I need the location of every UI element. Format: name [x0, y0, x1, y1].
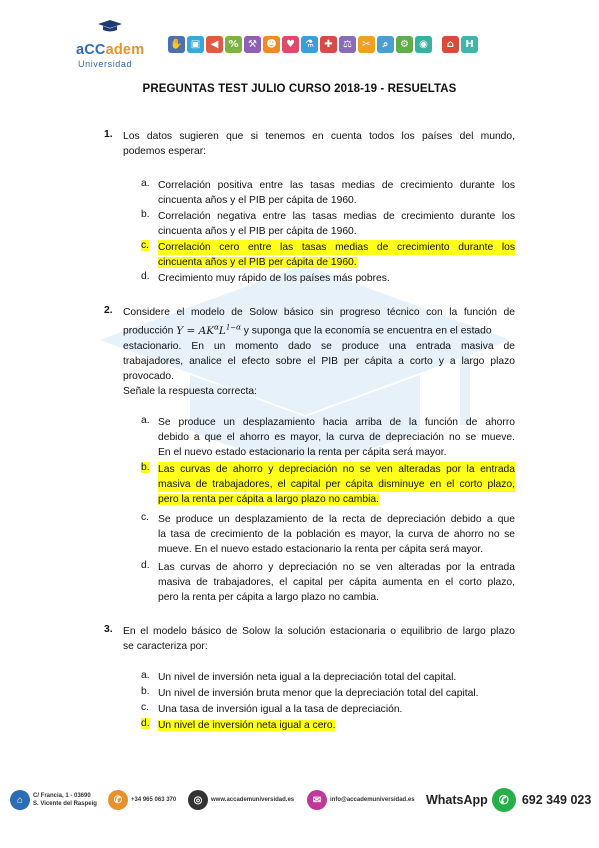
production-function-formula: $Y = AK^\alpha L^{1-\alpha}$: [176, 323, 241, 337]
phone-text: +34 965 063 370: [131, 797, 177, 803]
email-text: info@accademuniversidad.es: [330, 797, 415, 803]
option-line: cincuenta años y el PIB per cápita de 1960.: [158, 226, 357, 237]
hammer-icon[interactable]: ⚒: [244, 36, 261, 53]
scissors-icon[interactable]: ✂: [358, 36, 375, 53]
globe-icon: ◎: [188, 790, 208, 810]
category-icon-row: [168, 36, 478, 56]
question-2-line: estacionario. En un momento dado se produce una entrada masiva de: [123, 340, 515, 352]
option-2d-letter: d.: [141, 560, 150, 571]
bank-icon[interactable]: ⌂: [442, 36, 459, 53]
option-2c-text[interactable]: [158, 512, 515, 557]
option-1a-letter: a.: [141, 178, 150, 189]
question-3-text: [123, 624, 515, 654]
option-line: masiva de trabajadores, el capital per cápita disminuye en el corto plazo,: [158, 479, 515, 490]
address-line: C/ Francia, 1 - 03690: [33, 793, 91, 799]
option-line: masiva de trabajadores, el capital per cápita aumenta en el corto plazo,: [158, 577, 515, 588]
option-2a-text[interactable]: [158, 415, 515, 460]
option-line: Correlación negativa entre las tasas medias de crecimiento durante los: [158, 211, 515, 222]
question-1-line: podemos esperar:: [123, 146, 206, 157]
option-3d-letter: d.: [141, 718, 150, 729]
option-line: Las curvas de ahorro y depreciación no se ven alteradas por la entrada: [158, 464, 515, 475]
option-line: Un nivel de inversión neta igual a cero.: [158, 720, 336, 731]
question-3-number: 3.: [104, 624, 113, 635]
option-1b-text[interactable]: [158, 209, 515, 239]
question-2-line: Considere el modelo de Solow básico sin progreso técnico con la función de: [123, 307, 515, 318]
mail-icon: ✉: [307, 790, 327, 810]
option-line: Una tasa de inversión igual a la tasa de depreciación.: [158, 704, 403, 715]
option-3c-text[interactable]: [158, 702, 515, 717]
option-line: la tasa de crecimiento de la población es mayor, la curva de ahorro no se: [158, 529, 515, 540]
option-2b-letter: b.: [141, 462, 150, 473]
blackboard-icon[interactable]: ▣: [187, 36, 204, 53]
scales-icon[interactable]: ⚖: [339, 36, 356, 53]
web-text: www.accademuniversidad.es: [211, 797, 295, 803]
logo-name: aCCadem: [76, 42, 145, 58]
megaphone-icon[interactable]: ◀: [206, 36, 223, 53]
question-3-line: En el modelo básico de Solow la solución estacionaria o equilibrio de largo plazo: [123, 626, 515, 637]
option-line: pero la renta per cápita a largo plazo no cambia.: [158, 494, 379, 505]
option-line: cincuenta años y el PIB per cápita de 1960.: [158, 257, 357, 268]
whatsapp-number: 692 349 023: [521, 793, 592, 807]
question-2-number: 2.: [104, 305, 113, 316]
option-2b-text-correct[interactable]: [158, 462, 515, 507]
question-3-line: se caracteriza por:: [123, 641, 208, 652]
option-3d-text-correct[interactable]: [158, 718, 515, 733]
option-1a-text[interactable]: [158, 178, 515, 208]
document-title: PREGUNTAS TEST JULIO CURSO 2018-19 - RESUELTAS: [142, 83, 457, 95]
option-line: Las curvas de ahorro y depreciación no se ven alteradas por la entrada: [158, 562, 515, 573]
option-1d-text[interactable]: [158, 271, 515, 286]
question-1-text: [123, 129, 515, 159]
address-line: S. Vicente del Raspeig: [33, 801, 97, 807]
chemistry-icon[interactable]: ⚗: [301, 36, 318, 53]
option-1b-letter: b.: [141, 209, 150, 220]
option-line: Correlación cero entre las tasas medias de crecimiento durante los: [158, 242, 515, 253]
option-line: cincuenta años y el PIB per cápita de 1960.: [158, 195, 357, 206]
option-line: Se produce un desplazamiento hacia arriba de la función de ahorro: [158, 417, 515, 428]
footer-web[interactable]: [188, 790, 294, 810]
whatsapp-icon: ✆: [492, 788, 516, 812]
option-line: Crecimiento muy rápido de los países más pobres.: [158, 273, 390, 284]
question-1-number: 1.: [104, 129, 113, 140]
option-line: En el nuevo estado estacionario la renta per cápita será mayor.: [158, 447, 447, 458]
footer-whatsapp[interactable]: [426, 788, 591, 812]
option-line: Correlación positiva entre las tasas medias de crecimiento durante los: [158, 180, 515, 191]
option-line: Un nivel de inversión bruta menor que la depreciación total del capital.: [158, 688, 479, 699]
question-2-line-end: y suponga que la economía se encuentra en el estado: [243, 325, 492, 337]
option-line: pero la renta per cápita a largo plazo no cambia.: [158, 592, 379, 603]
icon-spacer: [434, 36, 440, 56]
logo-subtitle: Universidad: [78, 59, 133, 69]
option-line: debido a que el ahorro es mayor, la curva de depreciación no se mueve.: [158, 432, 515, 443]
option-line: Un nivel de inversión neta igual a la depreciación total del capital.: [158, 672, 457, 683]
option-2a-letter: a.: [141, 415, 150, 426]
option-3c-letter: c.: [141, 702, 150, 713]
magnifier-icon[interactable]: ⌕: [377, 36, 394, 53]
accadem-logo[interactable]: [76, 20, 146, 70]
home-icon: ⌂: [10, 790, 30, 810]
footer-address: [10, 790, 97, 810]
option-line: Se produce un desplazamiento de la recta de depreciación debido a que: [158, 514, 515, 525]
footer-email[interactable]: [307, 790, 415, 810]
whatsapp-label: WhatsApp: [426, 793, 488, 807]
footer-phone[interactable]: [108, 790, 176, 810]
phone-icon: ✆: [108, 790, 128, 810]
address-text: [33, 792, 97, 808]
logo-cap-icon: [98, 20, 122, 32]
question-2-text: [123, 305, 515, 399]
hospital-icon[interactable]: H: [461, 36, 478, 53]
option-1c-letter: c.: [141, 240, 150, 251]
question-1-line: Los datos sugieren que si tenemos en cuenta todos los países del mundo,: [123, 131, 515, 142]
question-2-line-start: producción: [123, 325, 174, 337]
option-3a-text[interactable]: [158, 670, 515, 685]
option-3a-letter: a.: [141, 670, 150, 681]
question-2-line: trabajadores, analice el efecto sobre el PIB per cápita a corto y a largo plazo: [123, 355, 515, 367]
option-3b-letter: b.: [141, 686, 150, 697]
hands-icon[interactable]: ✋: [168, 36, 185, 53]
heart-icon[interactable]: ♥: [282, 36, 299, 53]
pill-icon[interactable]: ✚: [320, 36, 337, 53]
option-1c-text-correct[interactable]: [158, 240, 515, 270]
people-icon[interactable]: ☻: [263, 36, 280, 53]
option-2c-letter: c.: [141, 512, 150, 523]
percent-icon[interactable]: %: [225, 36, 242, 53]
question-2-prompt: Señale la respuesta correcta:: [123, 385, 257, 397]
gear-icon[interactable]: ⚙: [396, 36, 413, 53]
question-2-line: [123, 320, 515, 339]
soccer-icon[interactable]: ◉: [415, 36, 432, 53]
option-1d-letter: d.: [141, 271, 150, 282]
question-2-line: provocado.: [123, 370, 174, 382]
option-2d-text[interactable]: [158, 560, 515, 605]
option-line: mueve. En el nuevo estado estacionario la renta per cápita será mayor.: [158, 544, 484, 555]
option-3b-text[interactable]: [158, 686, 515, 701]
footer: [0, 782, 599, 822]
